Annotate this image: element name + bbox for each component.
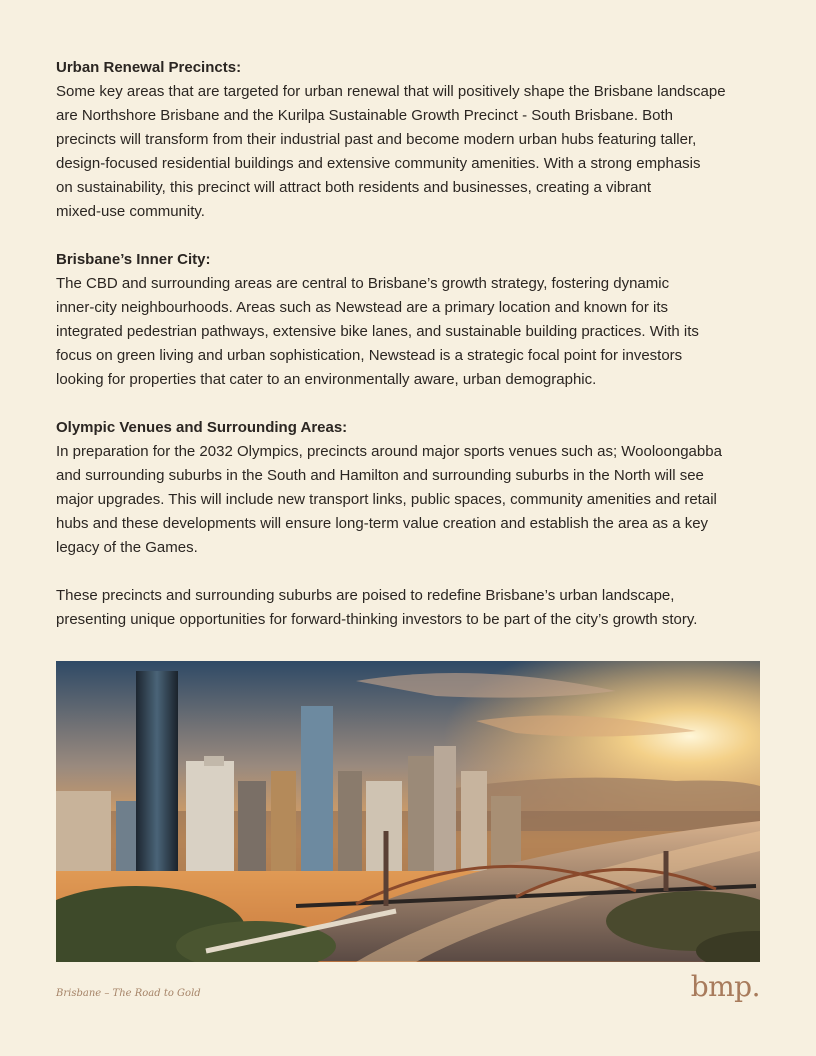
paragraph-line: looking for properties that cater to an environmentally aware, urban demographic. bbox=[56, 371, 597, 388]
paragraph-line: inner-city neighbourhoods. Areas such as Newstead are a primary location and known for its bbox=[56, 299, 668, 316]
paragraph-line: and surrounding suburbs in the South and Hamilton and surrounding suburbs in the North will see bbox=[56, 467, 704, 484]
paragraph-line: precincts will transform from their industrial past and become modern urban hubs featuring taller, bbox=[56, 131, 697, 148]
footer-caption: Brisbane – The Road to Gold bbox=[56, 988, 201, 999]
bmp-logo: bmp. bbox=[690, 970, 760, 1003]
section-paragraph bbox=[56, 80, 772, 224]
paragraph-line: mixed-use community. bbox=[56, 203, 205, 220]
section-urban-renewal bbox=[56, 56, 772, 224]
paragraph-line: on sustainability, this precinct will attract both residents and businesses, creating a vibrant bbox=[56, 179, 652, 196]
article-body bbox=[56, 56, 772, 632]
brisbane-skyline-photo bbox=[56, 661, 760, 962]
paragraph-line: focus on green living and urban sophistication, Newstead is a strategic focal point for investors bbox=[56, 347, 683, 364]
closing-paragraph bbox=[56, 584, 772, 632]
section-heading: Brisbane’s Inner City: bbox=[56, 251, 211, 268]
paragraph-line: major upgrades. This will include new transport links, public spaces, community amenities and retail bbox=[56, 491, 717, 508]
section-olympic-venues bbox=[56, 416, 772, 560]
paragraph-line: presenting unique opportunities for forward-thinking investors to be part of the city’s growth story. bbox=[56, 611, 698, 628]
section-paragraph bbox=[56, 440, 772, 560]
paragraph-line: integrated pedestrian pathways, extensive bike lanes, and sustainable building practices. With its bbox=[56, 323, 699, 340]
paragraph-line: are Northshore Brisbane and the Kurilpa Sustainable Growth Precinct - South Brisbane. Both bbox=[56, 107, 674, 124]
paragraph-line: The CBD and surrounding areas are central to Brisbane’s growth strategy, fostering dynamic bbox=[56, 275, 670, 292]
paragraph-line: In preparation for the 2032 Olympics, precincts around major sports venues such as; Wooloongabba bbox=[56, 443, 722, 460]
section-heading: Olympic Venues and Surrounding Areas: bbox=[56, 419, 348, 436]
section-paragraph bbox=[56, 272, 772, 392]
paragraph-line: These precincts and surrounding suburbs are poised to redefine Brisbane’s urban landscape, bbox=[56, 587, 675, 604]
section-inner-city bbox=[56, 248, 772, 392]
paragraph-line: Some key areas that are targeted for urban renewal that will positively shape the Brisbane landscape bbox=[56, 83, 726, 100]
paragraph-line: hubs and these developments will ensure long-term value creation and establish the area as a key bbox=[56, 515, 709, 532]
section-heading: Urban Renewal Precincts: bbox=[56, 59, 242, 76]
paragraph-line: legacy of the Games. bbox=[56, 539, 198, 556]
paragraph-line: design-focused residential buildings and extensive community amenities. With a strong emphasis bbox=[56, 155, 701, 172]
